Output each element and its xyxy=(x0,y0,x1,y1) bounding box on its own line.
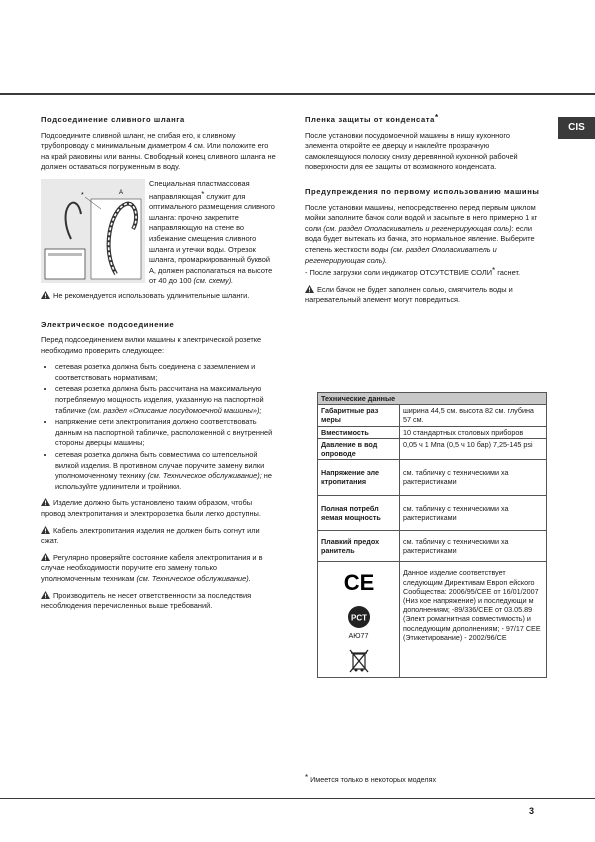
row-label: Давление в вод опроводе xyxy=(318,438,400,459)
row-label: Габаритные раз меры xyxy=(318,405,400,426)
warning-text: Кабель электропитания изделия не должен быть согнут или сжат. xyxy=(41,525,260,546)
drain-hose-illustration xyxy=(41,179,145,283)
table-row xyxy=(318,562,547,678)
electric-warning-3 xyxy=(41,553,277,585)
left-column xyxy=(41,115,277,618)
list-item xyxy=(55,384,277,416)
electric-checklist xyxy=(41,362,277,492)
list-item-text: сетевая розетка должна быть совместима со штепсельной вилкой изделия. В противном случае поручите замену вилки уполномоченному технику xyxy=(55,450,265,481)
film-paragraph: После установки посудомоечной машины в нишу кухонного элемента откройте ее дверцу и наклейте прозрачную самоклеящуюся полоску снизу деревянной кухонной рабочей поверхности для ее защиты от возможного конденсата. xyxy=(305,130,518,172)
first-use-text-b: : если вода будет вытекать из бачка, это нормальное явление. Выберите степень жесткости воды xyxy=(305,223,535,254)
row-value: см. табличку с техническими ха рактеристиками xyxy=(400,495,547,530)
svg-text:PCT: PCT xyxy=(350,613,367,623)
first-use-em-2: (см. раздел Ополаскиватель и регенерирующая соль). xyxy=(305,244,497,265)
row-value: 10 стандартных столовых приборов xyxy=(400,426,547,438)
bottom-rule xyxy=(0,798,595,799)
row-value: ширина 44,5 см. высота 82 см. глубина 57 см. xyxy=(400,405,547,426)
list-item-tail: не используйте удлинители и тройники. xyxy=(55,471,272,491)
electric-warning-1 xyxy=(41,498,277,519)
list-item xyxy=(55,450,277,492)
row-label: Напряжение эле ктропитания xyxy=(318,460,400,495)
language-tab: CIS xyxy=(558,117,595,139)
directives-text: Данное изделие соответствует следующим Директивам Европ ейского Сообщества: 2006/95/CEE от 16/01/2007 (Низ кое напряжение) и последующи м дополнениям; -89/336/CEE от 03.05.89 (Элект ромагнитная совместимость) и последующим дополнениям; - 97/17 CEE (Этикетирование) - 2002/96/CE xyxy=(400,562,547,678)
table-row xyxy=(318,438,547,459)
warning-icon xyxy=(305,285,314,293)
drain-paragraph: Подсоедините сливной шланг, не сгибая его, к сливному трубопроводу с минимальным диаметром 4 см. Или положите его на край раковины или ванны. Свободный конец сливного шланга не должен оставаться погруженным в воду. xyxy=(41,130,276,172)
list-item-text: сетевая розетка должна быть рассчитана на максимальную потребляемую мощность изделия, указанную на паспортной табличке xyxy=(55,384,264,415)
weee-bin-icon xyxy=(348,648,370,674)
warning-text: Изделие должно быть установлено таким образом, чтобы провод электропитания и электророзетка были легко доступны. xyxy=(41,498,261,518)
table-row xyxy=(318,495,547,530)
table-row xyxy=(318,531,547,562)
row-label: Плавкий предох ранитель xyxy=(318,531,400,562)
row-value: 0,05 ч 1 Mпа (0,5 ч 10 бар) 7,25-145 psi xyxy=(400,438,547,459)
list-item-em: (см. раздел «Описание посудомоечной машины»); xyxy=(88,405,262,415)
ce-mark-icon xyxy=(342,570,376,594)
film-title xyxy=(305,113,543,126)
top-rule xyxy=(0,93,595,95)
cert-code: АЮ77 xyxy=(348,630,369,640)
footnote-text: Имеется только в некоторых моделях xyxy=(310,775,437,784)
technical-data-table xyxy=(317,392,547,678)
guide-star: * xyxy=(201,189,205,199)
film-title-star: * xyxy=(434,113,439,122)
salt-indicator-text: - После загрузки соли индикатор ОТСУТСТВИЕ СОЛИ xyxy=(305,268,493,278)
row-value: см. табличку с техническими ха рактеристиками xyxy=(400,460,547,495)
warning-icon xyxy=(41,591,50,599)
footnote xyxy=(305,773,436,784)
row-value: см. табличку с техническими ха рактеристиками xyxy=(400,531,547,562)
drain-guide-paragraph xyxy=(41,179,277,287)
salt-star: * xyxy=(492,266,496,276)
row-label: Полная потребл яемая мощность xyxy=(318,495,400,530)
warning-text: Производитель не несет ответственности за последствия несоблюдения перечисленных выше требований. xyxy=(41,590,252,611)
salt-indicator-tail: гаснет. xyxy=(495,268,521,278)
right-column xyxy=(305,113,543,312)
table-row xyxy=(318,426,547,438)
table-row xyxy=(318,405,547,426)
certification-marks xyxy=(318,562,400,678)
list-item: • напряжение сети электропитания должно соответствовать данным на паспортной табличке, расположенной с внутренней стороны дверцы машины; xyxy=(55,417,277,449)
electric-title: Электрическое подсоединение xyxy=(41,319,175,329)
first-use-warning xyxy=(305,285,543,306)
electric-intro: Перед подсоединением вилки машины к электрической розетке необходимо проверить следующее: xyxy=(41,335,262,355)
drain-title: Подсоединение сливного шланга xyxy=(41,115,185,124)
first-use-title: Предупреждения по первому использованию машины xyxy=(305,186,540,196)
row-label: Вместимость xyxy=(318,426,400,438)
warning-icon xyxy=(41,526,50,534)
drain-warning xyxy=(41,291,277,302)
table-header: Технические данные xyxy=(318,393,547,405)
first-use-text-a: После установки машины, непосредственно перед первым циклом мойки заполните бачок соли водой и засыпьте в него примерно 1 кг соли xyxy=(305,202,538,233)
guide-text-em: (см. схему). xyxy=(193,276,234,286)
warning-icon xyxy=(41,553,50,561)
footnote-star: * xyxy=(305,773,309,782)
svg-text:CE: CE xyxy=(343,570,374,595)
electric-warning-2 xyxy=(41,526,277,547)
guide-text-b: служит для оптимального размещения сливного шланга: прочно закрепите направляющую на стене во избежание смещения сливного шланга и утечки воды. Отрезок шланга, промаркированный буквой А, должен располагаться на высоте от 40 до 100 xyxy=(149,191,275,286)
first-use-em: (см. раздел Ополаскиватель и регенерирующая соль) xyxy=(323,223,512,233)
warning-icon xyxy=(41,291,50,299)
pct-mark-icon xyxy=(344,605,374,629)
list-item: • сетевая розетка должна быть соединена с заземлением и соответствовать нормативам; xyxy=(55,362,277,383)
list-item-em: (см. Техническое обслуживание); xyxy=(147,471,262,481)
warning-icon xyxy=(41,498,50,506)
table-row xyxy=(318,460,547,495)
page-number: 3 xyxy=(529,806,535,816)
warning-text: Если бачок не будет заполнен солью, смягчитель воды и нагревательный элемент могут повредиться. xyxy=(305,284,513,305)
figure-a-label: A xyxy=(119,189,124,196)
first-use-paragraph xyxy=(305,203,543,279)
guide-text-a: Специальная пластмассовая направляющая xyxy=(149,178,250,201)
film-title-text: Пленка защиты от конденсата xyxy=(305,115,435,124)
electric-warning-4 xyxy=(41,591,277,612)
warning-text: Регулярно проверяйте состояние кабеля электропитания и в случае необходимости поручите его замену только уполномоченным техникам xyxy=(41,552,263,583)
warning-em: (см. Техническое обслуживание). xyxy=(136,573,251,583)
figure-star-label: * xyxy=(81,191,84,199)
drain-warning-text: Не рекомендуется использовать удлинительные шланги. xyxy=(53,290,250,300)
